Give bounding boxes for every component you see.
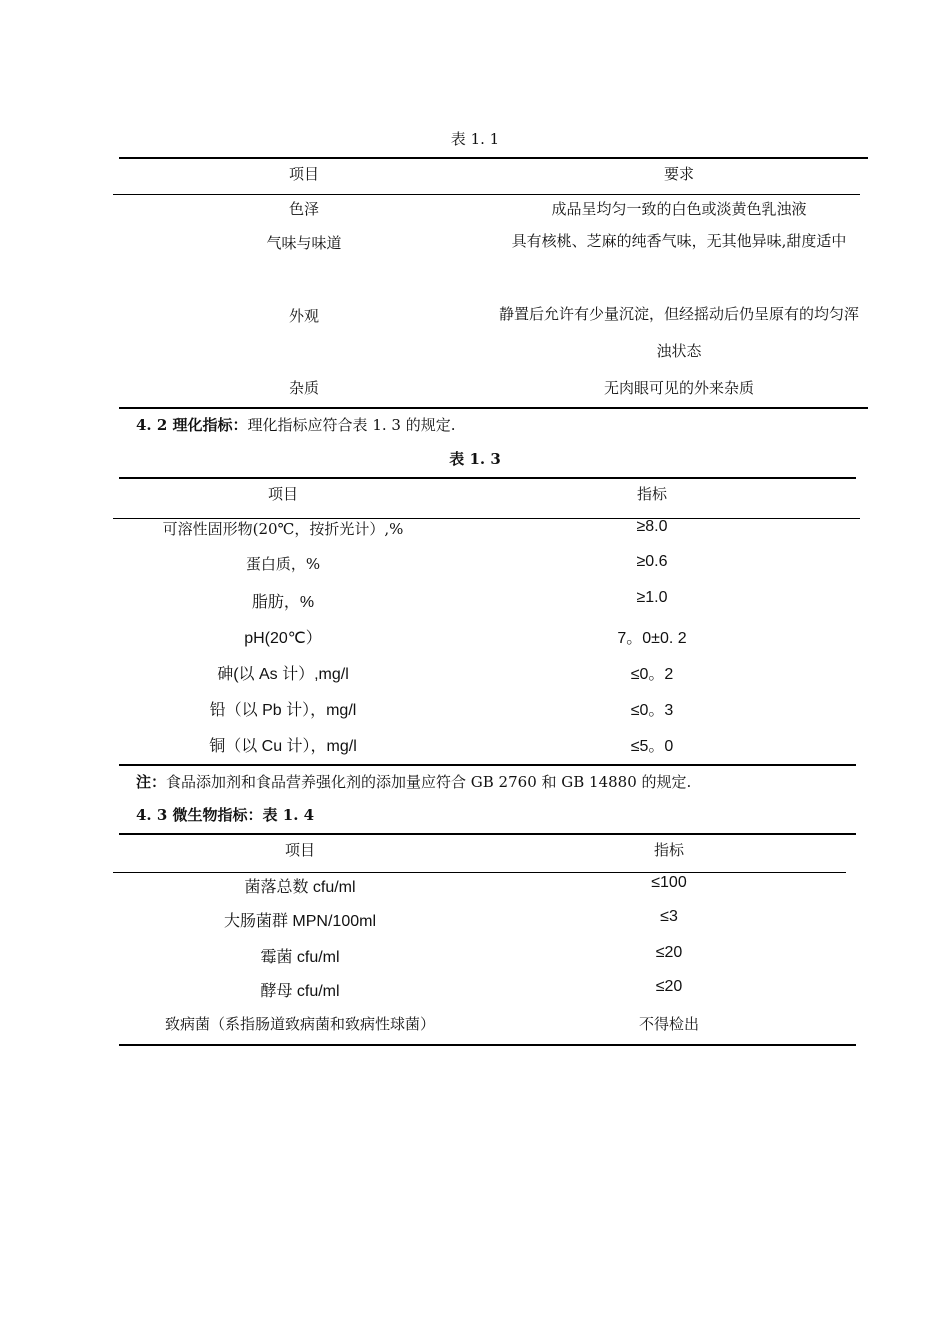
table4-bottom-rule bbox=[119, 1044, 856, 1046]
section-4-2-label: 4. 2 理化指标： bbox=[136, 416, 248, 434]
table4-row-value: ≤20 bbox=[655, 944, 683, 961]
table3-row-value: 7。0±0. 2 bbox=[617, 630, 687, 647]
table3-row-value: ≥8.0 bbox=[636, 518, 668, 535]
table4-header-item: 项目 bbox=[284, 841, 315, 859]
table3-header-value: 指标 bbox=[636, 485, 667, 503]
note-text: 食品添加剂和食品营养强化剂的添加量应符合 GB 2760 和 GB 14880 的规定. bbox=[166, 773, 692, 791]
table3-row-item: 铅（以 Pb 计），mg/l bbox=[209, 702, 357, 719]
table1-row-item: 气味与味道 bbox=[266, 234, 342, 252]
table3-row-item: 可溶性固形物(20℃，按折光计）,% bbox=[162, 520, 404, 538]
note-label: 注： bbox=[136, 773, 167, 791]
table3-row-item: 蛋白质，% bbox=[245, 555, 321, 573]
table4-header-rule bbox=[113, 872, 846, 873]
table1-row-item: 外观 bbox=[288, 307, 319, 325]
note bbox=[136, 771, 691, 792]
table1-header-req: 要求 bbox=[663, 165, 694, 183]
table1-row-req: 静置后允许有少量沉淀，但经摇动后仍呈原有的均匀浑浊状态 bbox=[498, 305, 859, 360]
table3-row-value: ≥0.6 bbox=[636, 553, 668, 570]
table3-row-value: ≤0。3 bbox=[630, 702, 674, 719]
table4-row-item: 大肠菌群 MPN/100ml bbox=[223, 913, 377, 930]
table4-row-value: ≤20 bbox=[655, 978, 683, 995]
table3-row-value: ≤5。0 bbox=[630, 738, 674, 755]
table3-header-item: 项目 bbox=[267, 485, 298, 503]
table1-header-rule bbox=[113, 194, 860, 195]
table1-bottom-rule bbox=[119, 407, 868, 409]
table1-row-req: 具有核桃、芝麻的纯香气味，无其他异味,甜度适中 bbox=[511, 232, 847, 250]
table3-row-value: ≤0。2 bbox=[630, 666, 674, 683]
table1-row-item: 杂质 bbox=[288, 379, 319, 397]
table3-row-item: 脂肪，% bbox=[251, 594, 315, 611]
table3-top-rule bbox=[119, 477, 856, 479]
table4-row-item: 菌落总数 cfu/ml bbox=[244, 879, 356, 896]
section-4-2 bbox=[136, 414, 455, 435]
table1-caption: 表 1. 1 bbox=[450, 130, 500, 148]
section-4-2-text: 理化指标应符合表 1. 3 的规定. bbox=[247, 416, 456, 434]
table4-top-rule bbox=[119, 833, 856, 835]
table1-row-item: 色泽 bbox=[288, 200, 319, 218]
table4-row-item: 霉菌 cfu/ml bbox=[260, 949, 340, 966]
table3-bottom-rule bbox=[119, 764, 856, 766]
table3-row-item: pH(20℃） bbox=[244, 630, 322, 647]
table1-top-rule bbox=[119, 157, 868, 159]
table1-row-req: 无肉眼可见的外来杂质 bbox=[603, 379, 754, 397]
table4-row-value: ≤3 bbox=[660, 908, 678, 925]
table3-row-item: 砷(以 As 计）,mg/l bbox=[217, 666, 349, 683]
table4-row-value: ≤100 bbox=[651, 874, 687, 891]
table4-row-item: 酵母 cfu/ml bbox=[260, 983, 340, 1000]
table4-row-value: 不得检出 bbox=[638, 1015, 699, 1033]
table3-row-item: 铜（以 Cu 计），mg/l bbox=[209, 738, 357, 755]
table4-row-item: 致病菌（系指肠道致病菌和致病性球菌） bbox=[164, 1015, 435, 1033]
table3-row-value: ≥1.0 bbox=[636, 589, 668, 606]
section-4-3: 4. 3 微生物指标：表 1. 4 bbox=[136, 806, 315, 824]
table3-caption: 表 1. 3 bbox=[449, 450, 501, 468]
table4-header-value: 指标 bbox=[653, 841, 684, 859]
table1-row-req: 成品呈均匀一致的白色或淡黄色乳浊液 bbox=[551, 200, 807, 218]
table1-header-item: 项目 bbox=[288, 165, 319, 183]
